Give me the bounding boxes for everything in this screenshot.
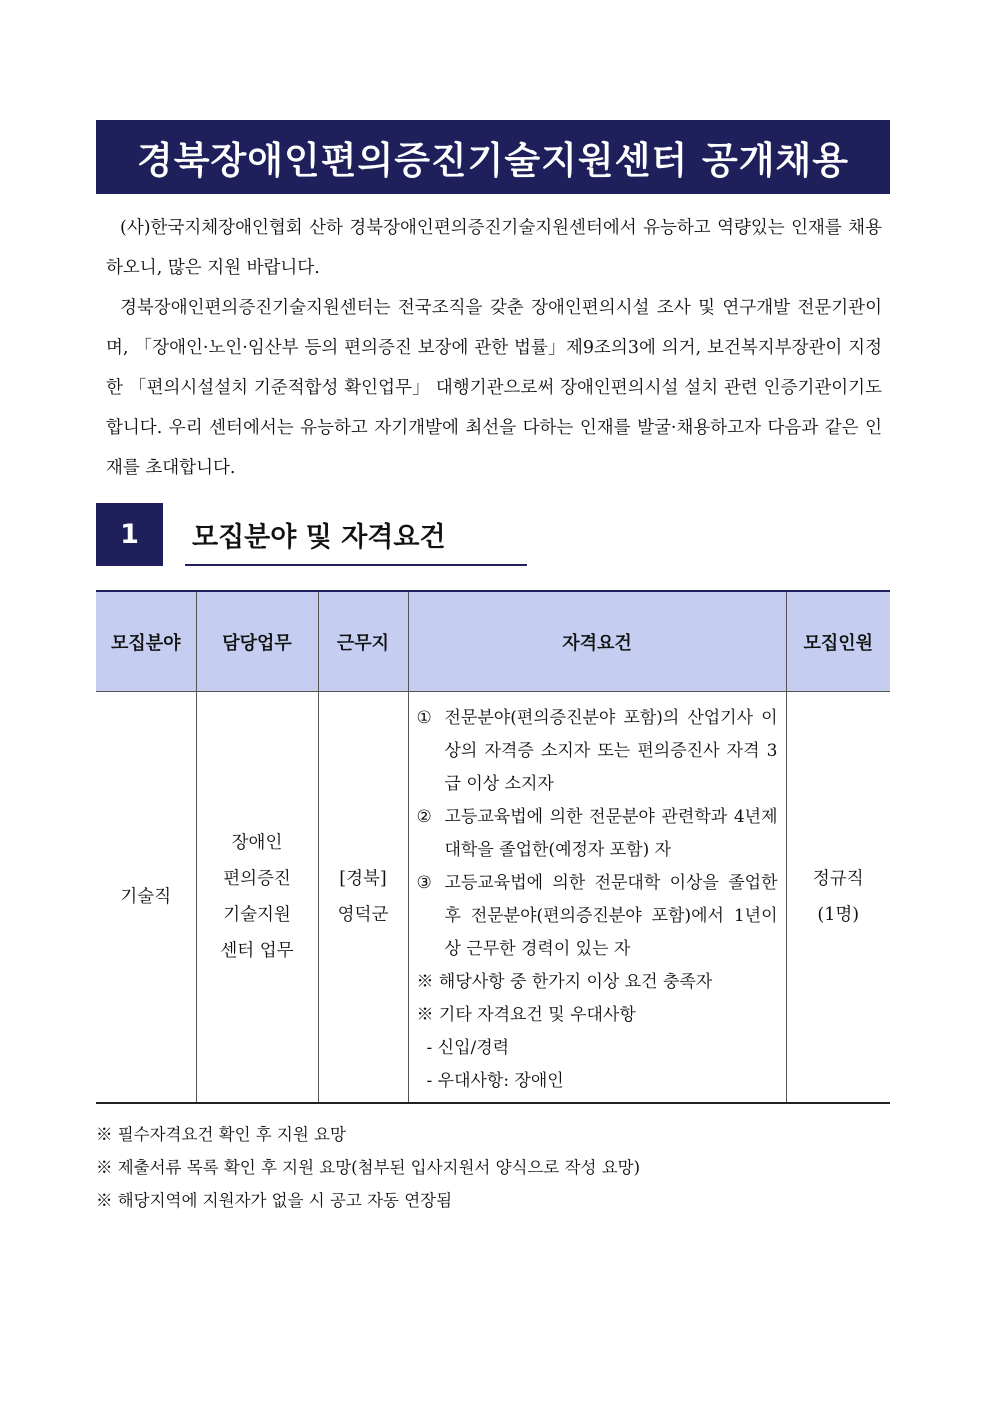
cell-field: 기술직	[96, 692, 196, 1104]
footnote: ※ 해당지역에 지원자가 없을 시 공고 자동 연장됨	[96, 1191, 453, 1210]
cell-location	[318, 692, 408, 1104]
footnotes	[96, 1118, 890, 1217]
requirement-mark: ③	[416, 873, 432, 893]
intro-paragraph-2: 경북장애인편의증진기술지원센터는 전국조직을 갖춘 장애인편의시설 조사 및 연구개발 전문기관이며, 「장애인·노인·임산부 등의 편의증진 보장에 관한 법률」제9조의3에 의거, 보건복지부장관이 지정한 「편의시설설치 기준적합성 확인업무」 대행기관으로써 장애인편의시설 설치 관련 인증기관이기도 합니다. 우리 센터에서는 유능하고 자기개발에 최선을 다하는 인재를 발굴·채용하고자 다음과 같은 인재를 초대합니다.	[106, 298, 882, 478]
requirement-text: 고등교육법에 의한 전문분야 관련학과 4년제 대학을 졸업한(예정자 포함) 자	[444, 807, 778, 860]
requirement-sub-item: - 우대사항: 장애인	[426, 1071, 564, 1091]
page-title: 경북장애인편의증진기술지원센터 공개채용	[96, 120, 890, 194]
duty-line: 기술지원	[223, 905, 291, 925]
header-field: 모집분야	[96, 591, 196, 692]
header-headcount: 모집인원	[786, 591, 890, 692]
header-location: 근무지	[318, 591, 408, 692]
cell-headcount	[786, 692, 890, 1104]
requirement-item	[417, 801, 778, 867]
section-heading	[96, 503, 528, 567]
requirement-text: 고등교육법에 의한 전문대학 이상을 졸업한 후 전문분야(편의증진분야 포함)에서 1년이상 근무한 경력이 있는 자	[444, 873, 778, 959]
requirement-text: 전문분야(편의증진분야 포함)의 산업기사 이상의 자격증 소지자 또는 편의증진사 자격 3급 이상 소지자	[444, 708, 778, 794]
intro-paragraph-1: (사)한국지체장애인협회 산하 경북장애인편의증진기술지원센터에서 유능하고 역량있는 인재를 채용하오니, 많은 지원 바랍니다.	[106, 218, 882, 278]
requirement-item	[417, 867, 778, 966]
footnote: ※ 제출서류 목록 확인 후 지원 요망(첨부된 입사지원서 양식으로 작성 요망)	[96, 1158, 641, 1177]
header-duty: 담당업무	[196, 591, 318, 692]
cell-requirements	[408, 692, 786, 1104]
duty-line: 센터 업무	[220, 941, 294, 961]
header-requirements: 자격요건	[408, 591, 786, 692]
headcount-line: 정규직	[812, 869, 864, 889]
location-line: [경북]	[339, 869, 387, 889]
duty-line: 편의증진	[223, 869, 291, 889]
intro-text	[106, 208, 882, 488]
footnote: ※ 필수자격요건 확인 후 지원 요망	[96, 1125, 346, 1144]
section-number: 1	[96, 503, 163, 566]
requirement-note: ※ 해당사항 중 한가지 이상 요건 충족자	[416, 972, 713, 992]
headcount-line: (1명)	[817, 905, 860, 925]
table-row	[96, 692, 890, 1104]
cell-duty	[196, 692, 318, 1104]
requirement-mark: ①	[416, 708, 432, 728]
requirement-note: ※ 기타 자격요건 및 우대사항	[416, 1005, 636, 1025]
table-header-row	[96, 591, 890, 692]
requirement-sub-item: - 신입/경력	[426, 1038, 510, 1058]
location-line: 영덕군	[337, 905, 389, 925]
section-underline	[185, 564, 527, 566]
section-title: 모집분야 및 자격요건	[192, 522, 446, 553]
requirement-mark: ②	[416, 807, 432, 827]
requirement-item	[417, 702, 778, 801]
duty-line: 장애인	[231, 833, 283, 853]
recruitment-table	[96, 590, 890, 1104]
